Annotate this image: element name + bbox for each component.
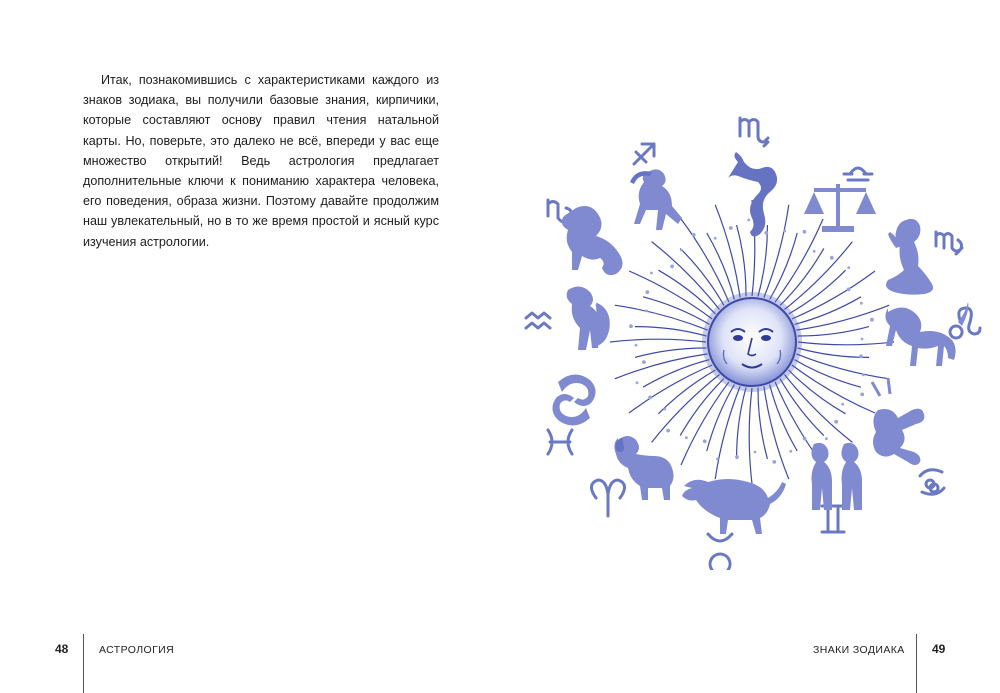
sparkle-dot: [754, 451, 757, 454]
sun-ray: [615, 354, 708, 379]
sparkle-dot: [650, 272, 653, 275]
sparkle-dot: [783, 229, 786, 232]
gemini-sign-icon: [811, 443, 862, 532]
sparkle-dot: [645, 290, 649, 294]
sun-ray: [737, 388, 746, 459]
sparkle-dot: [841, 403, 844, 406]
sun-ray: [789, 370, 846, 414]
sparkle-dot: [716, 458, 719, 461]
sun-ray: [798, 348, 869, 357]
sun-ray: [796, 305, 889, 330]
sun-icon: [610, 200, 894, 484]
sun-ray: [658, 270, 715, 314]
sparkle-dot: [663, 408, 666, 411]
sparkle-dot: [789, 450, 792, 453]
sun-ray: [680, 379, 724, 436]
aries-sign-icon: [591, 436, 673, 516]
sun-ray: [785, 375, 853, 443]
sparkle-dot: [703, 439, 707, 443]
zodiac-wheel-illustration: [518, 100, 988, 570]
sun-ray: [785, 242, 853, 310]
sun-ray: [798, 342, 894, 345]
sparkle-dot: [847, 288, 851, 292]
sparkle-dot: [870, 318, 874, 322]
sun-ray: [758, 225, 767, 296]
sparkle-dot: [747, 219, 750, 222]
sparkle-dot: [685, 436, 688, 439]
sparkle-dot: [813, 250, 816, 253]
sparkle-dot: [645, 310, 648, 313]
sparkle-dot: [847, 266, 850, 269]
sun-ray: [610, 339, 706, 342]
sun-ray: [796, 354, 889, 379]
sparkle-dot: [629, 324, 633, 328]
sun-ray: [652, 242, 720, 310]
leo-sign-icon: [885, 302, 980, 366]
sun-ray: [764, 205, 789, 298]
sparkle-dot: [862, 373, 865, 376]
sparkle-dot: [803, 437, 807, 441]
body-paragraph: Итак, познакомившись с характеристиками каждого из знаков зодиака, вы получили базовые знания, кирпичики, которые составляют основу правил чтения натальной карты. Но, поверьте, это далеко не всё, впереди у вас еще множество открытий! Ведь астрология предлагает дополнительные ключи к пониманию характера человека, его поведения, образа жизни. Поэтому давайте продолжим наш увлекательный, но в то же время простой и ясный курс изучения астрологии.: [83, 73, 439, 249]
running-head-left: АСТРОЛОГИЯ: [99, 644, 175, 656]
sparkle-dot: [714, 237, 717, 240]
sparkle-dot: [834, 420, 838, 424]
sparkle-dot: [825, 437, 828, 440]
sparkle-dot: [860, 302, 863, 305]
sun-ray: [764, 386, 789, 479]
sparkle-dot: [666, 429, 670, 433]
page-number-right: 49: [932, 642, 946, 656]
sparkle-dot: [642, 360, 646, 364]
sparkle-dot: [670, 265, 674, 269]
cancer-sign-icon: [872, 378, 944, 494]
sparkle-dot: [636, 381, 639, 384]
sparkle-dot: [803, 230, 807, 234]
sagittarius-sign-icon: [630, 144, 682, 230]
pisces-sign-icon: [548, 374, 596, 454]
sun-ray: [715, 205, 740, 298]
sparkle-dot: [635, 344, 638, 347]
sparkle-dot: [772, 460, 776, 464]
sparkle-dot: [680, 249, 683, 252]
scorpio-sign-icon: [718, 118, 777, 237]
sparkle-dot: [729, 226, 733, 230]
aquarius-sign-icon: [526, 286, 608, 350]
footer-divider-right: [916, 634, 917, 693]
sun-ray: [780, 248, 824, 305]
sun-ray: [652, 375, 720, 443]
sun-ray: [749, 388, 752, 484]
footer-divider-left: [83, 634, 84, 693]
taurus-sign-icon: [682, 479, 786, 570]
sun-ray: [715, 386, 740, 479]
capricorn-sign-icon: [548, 200, 623, 275]
sparkle-dot: [648, 396, 652, 400]
virgo-sign-icon: [886, 219, 962, 295]
sparkle-dot: [692, 233, 696, 237]
sparkle-dot: [764, 231, 768, 235]
sparkle-dot: [859, 354, 863, 358]
sun-ray: [635, 327, 706, 336]
sun-ray: [615, 305, 708, 330]
sparkle-dot: [860, 393, 864, 397]
running-head-right: ЗНАКИ ЗОДИАКА: [813, 644, 905, 656]
page-number-left: 48: [55, 642, 69, 656]
sparkle-dot: [830, 256, 834, 260]
sparkle-dot: [735, 455, 739, 459]
sparkle-dot: [861, 338, 864, 341]
libra-sign-icon: [804, 168, 876, 232]
